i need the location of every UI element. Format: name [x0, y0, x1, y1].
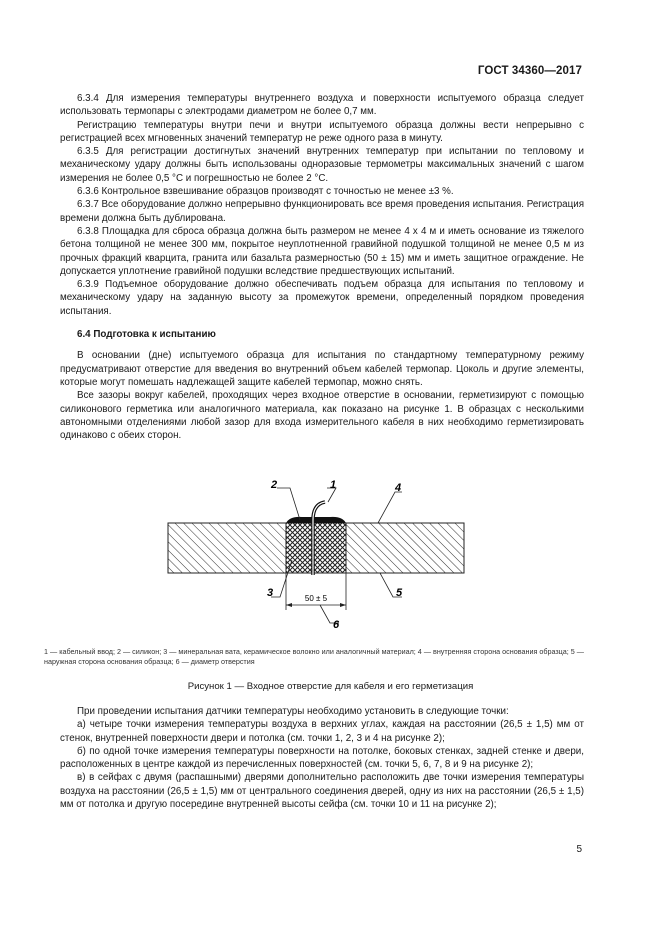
text-block-bottom — [60, 705, 584, 811]
text-block-top — [60, 92, 584, 442]
figure-title: Рисунок 1 — Входное отверстие для кабеля и его герметизация — [187, 681, 474, 692]
base-left — [168, 523, 286, 573]
paragraph: а) четыре точки измерения температуры воздуха в верхних углах, каждая на расстоянии (26,5 ± 1,5) мм от стенок, внутренней поверхности двери и потолка (см. точки 1, 2, 3 и 4 на рисунке 2); — [60, 719, 584, 744]
mineral-wool — [286, 523, 346, 573]
paragraph: в) в сейфах с двумя (распашными) дверями дополнительно расположить две точки измерения температуры воздуха на расстоянии (26,5 ± 1,5) мм от центрального соединения дверей, одну из них на расстоянии (26,5 ± 1,5) мм от потолка и другую посередине внутренней высоты сейфа (см. точки 10 и 11 на рисунке 2); — [60, 772, 584, 811]
label-6: 6 — [333, 619, 340, 631]
paragraph: В основании (дне) испытуемого образца для испытания по стандартному температурному режиму предусматривают отверстие для введения во внутренний объем кабелей термопар. Цоколь и другие элементы, которые могут помешать надлежащей защите кабелей термопар, можно снять. — [60, 350, 584, 388]
paragraph: 6.3.5 Для регистрации достигнутых значений внутренних температур при испытании по тепловому и механическому удару должны быть использованы одноразовые термометры максимальных значений с шагом измерения не более 0,5 °С и погрешностью не более 2 °С. — [60, 146, 584, 184]
paragraph: 6.3.8 Площадка для сброса образца должна быть размером не менее 4 x 4 м и иметь основание из тяжелого бетона толщиной не менее 300 мм, покрытое неуплотненной гравийной подушкой толщиной не менее 0,5 м из прочных фракций кварцита, гранита или базальта размерностью (50 ± 15) мм и иметь защитное ограждение. Не допускается уплотнение гравийной подушки вследствие предшествующих испытаний. — [60, 225, 584, 277]
dimension-label: 50 ± 5 — [304, 594, 328, 603]
label-3: 3 — [267, 587, 274, 599]
document-id: ГОСТ 34360—2017 — [477, 65, 582, 77]
page-number: 5 — [576, 844, 582, 855]
leader — [378, 492, 402, 523]
label-1: 1 — [330, 480, 337, 491]
section-title: 6.4 Подготовка к испытанию — [77, 329, 216, 341]
paragraph: б) по одной точке измерения температуры поверхности на потолке, боковых стенках, задней стенке и двери, расположенных в центре каждой из перечисленных поверхностей (см. точки 5, 6, 7, 8 и 9 на рисунке 2); — [60, 745, 584, 771]
base-right — [346, 523, 464, 573]
label-2: 2 — [271, 480, 278, 491]
paragraph: 6.3.6 Контрольное взвешивание образцов производят с точностью не менее ±3 %. — [77, 186, 454, 198]
paragraph: При проведении испытания датчики температуры необходимо установить в следующие точки: — [77, 706, 509, 717]
paragraph: 6.3.9 Подъемное оборудование должно обеспечивать подъем образца для испытания по тепловому и механическому удару на заданную высоту за промежуток времени, определенный порядком проведения испытания. — [60, 279, 584, 317]
label-5: 5 — [396, 587, 403, 599]
paragraph: Регистрацию температуры внутри печи и внутри испытуемого образца должны вести непрерывно с регистрацией всех мгновенных значений температур не реже одного раза в минуту. — [60, 119, 584, 144]
silicone-seal — [286, 517, 346, 523]
paragraph: 6.3.7 Все оборудование должно непрерывно функционировать все время проведения испытания. Регистрация времени должна быть дублирована. — [60, 199, 585, 224]
paragraph: Все зазоры вокруг кабелей, проходящих через входное отверстие в основании, герметизируют с помощью силиконового герметика или аналогичного материала, как показано на рисунке 1. В образцах с несколькими автономными отделениями любой зазор для входа измерительного кабеля в них необходимо герметизировать одинаково с обеих сторон. — [60, 390, 584, 442]
label-4: 4 — [395, 482, 402, 494]
figure-cable-entry — [140, 480, 480, 640]
paragraph: 6.3.4 Для измерения температуры внутреннего воздуха и поверхности испытуемого образца следует использовать термопары с электродами диаметром не более 0,7 мм. — [60, 93, 584, 118]
figure-legend: 1 — кабельный ввод; 2 — силикон; 3 — минеральная вата, керамическое волокно или аналогичный материал; 4 — внутренняя сторона основания образца; 5 — наружная сторона основания образца; 6 — диаметр отверстия — [44, 647, 584, 666]
figure-drawing — [140, 480, 480, 640]
leader — [277, 488, 300, 520]
